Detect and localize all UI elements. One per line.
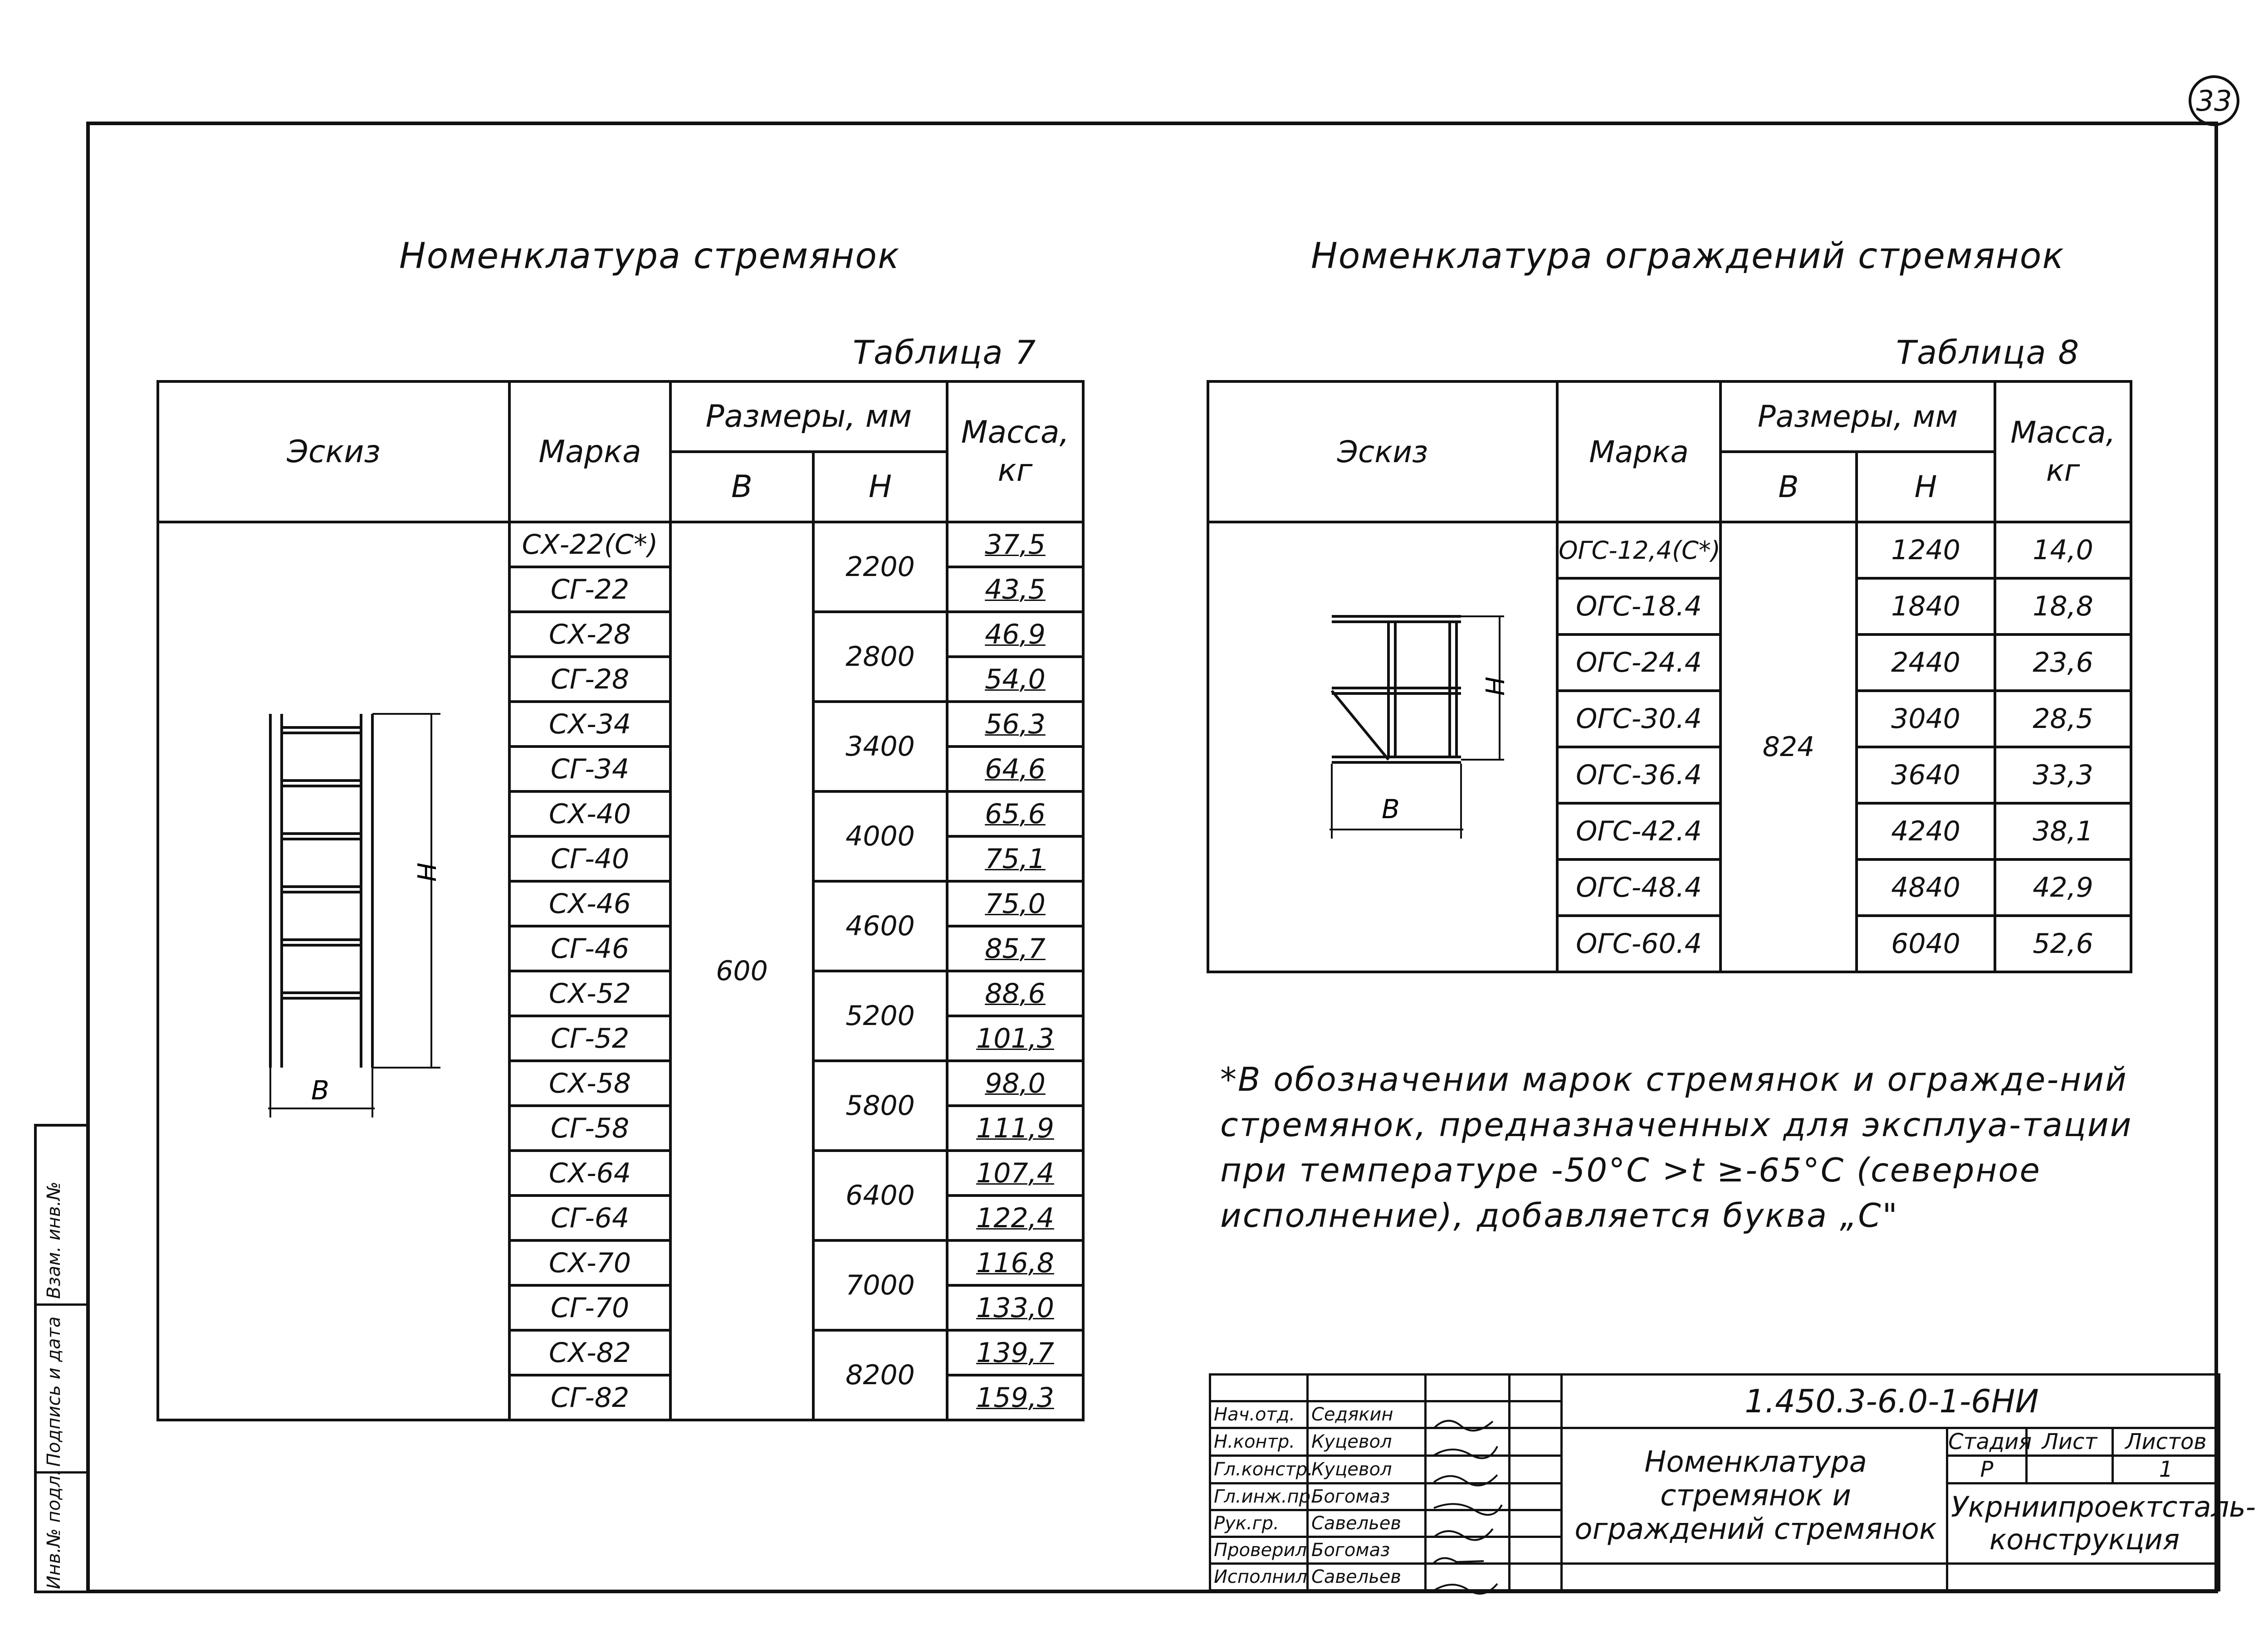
t7-mark: СХ-28	[509, 612, 670, 657]
t7-mass: 133,0	[947, 1285, 1083, 1330]
t7-h: 8200	[813, 1330, 947, 1420]
t7-mark: СХ-64	[509, 1151, 670, 1196]
t8-h: 1240	[1857, 522, 1995, 578]
organization: Укрниипроектсталь-конструкция	[1947, 1484, 2219, 1564]
t7-mark: СГ-70	[509, 1285, 670, 1330]
t7-mass: 64,6	[947, 747, 1083, 791]
name-cell: Куцевол	[1308, 1456, 1426, 1484]
t8-header-mark: Марка	[1557, 381, 1721, 522]
ladder-b-label: B	[311, 1075, 329, 1106]
signature-cell	[1426, 1401, 1510, 1428]
footnote: *В обозначении марок стремянок и огражде-ний стремянок, предназначенных для эксплуа-тации при температуре -50°С >t ≥-65°С (северное исполнение), добавляется буква „С"	[1220, 1060, 2133, 1235]
t7-h: 4600	[813, 881, 947, 971]
t8-mass: 23,6	[1995, 634, 2131, 691]
t8-h: 4840	[1857, 859, 1995, 916]
t8-header-b: B	[1721, 452, 1857, 522]
t8-mass: 52,6	[1995, 916, 2131, 972]
t7-mark: СГ-40	[509, 836, 670, 881]
t8-header-sketch: Эскиз	[1208, 381, 1557, 522]
t7-mass: 54,0	[947, 657, 1083, 702]
t7-mass: 85,7	[947, 926, 1083, 971]
guard-h-label: H	[1481, 676, 1510, 696]
name-cell: Богомаз	[1308, 1484, 1426, 1510]
t7-mass: 116,8	[947, 1240, 1083, 1285]
t8-header-h: H	[1857, 452, 1995, 522]
ladder-sketch	[159, 523, 511, 1371]
signature-image	[1429, 1442, 1506, 1460]
t7-mass: 37,5	[947, 522, 1083, 567]
role-cell: Гл.инж.пр.	[1210, 1484, 1308, 1510]
t8-mark: ОГС-18.4	[1557, 578, 1721, 634]
t8-mark: ОГС-36.4	[1557, 747, 1721, 803]
t7-h: 3400	[813, 702, 947, 791]
stage-value: Р	[1947, 1456, 2027, 1484]
t7-mark: СХ-46	[509, 881, 670, 926]
role-cell: Нач.отд.	[1210, 1401, 1308, 1428]
ladder-h-label: H	[413, 862, 442, 882]
name-cell: Савельев	[1308, 1510, 1426, 1537]
t7-mark: СХ-52	[509, 971, 670, 1016]
table7-number: Таблица 7	[853, 333, 1037, 371]
t7-mass: 65,6	[947, 791, 1083, 836]
t8-mark: ОГС-12,4(С*)	[1557, 522, 1721, 578]
t8-mark: ОГС-30.4	[1557, 691, 1721, 747]
name-cell: Седякин	[1308, 1401, 1426, 1428]
signature-image	[1429, 1497, 1506, 1515]
t7-mass: 139,7	[947, 1330, 1083, 1375]
name-cell: Куцевол	[1308, 1428, 1426, 1456]
t7-mark: СХ-82	[509, 1330, 670, 1375]
t8-h: 1840	[1857, 578, 1995, 634]
table8-number: Таблица 8	[1896, 333, 2080, 371]
t7-mark: СГ-28	[509, 657, 670, 702]
signature-image	[1429, 1550, 1506, 1568]
signature-image	[1429, 1523, 1506, 1542]
t7-h: 6400	[813, 1151, 947, 1240]
t7-mass: 107,4	[947, 1151, 1083, 1196]
t7-mark: СХ-34	[509, 702, 670, 747]
t8-mass: 14,0	[1995, 522, 2131, 578]
t7-h: 4000	[813, 791, 947, 881]
t7-h: 5200	[813, 971, 947, 1061]
t8-h: 6040	[1857, 916, 1995, 972]
guard-b-label: B	[1382, 794, 1400, 825]
t7-mark: СГ-34	[509, 747, 670, 791]
t7-mass: 46,9	[947, 612, 1083, 657]
t7-mark: СГ-22	[509, 567, 670, 612]
t7-h: 7000	[813, 1240, 947, 1330]
t7-header-b: B	[670, 452, 813, 522]
t7-mass: 122,4	[947, 1196, 1083, 1240]
table8	[1207, 380, 2132, 973]
t7-mark: СГ-82	[509, 1375, 670, 1420]
t8-sketch-cell	[1208, 522, 1557, 972]
table7-title: Номенклатура стремянок	[399, 236, 900, 277]
t7-mass: 159,3	[947, 1375, 1083, 1420]
page-number: 33	[2189, 75, 2239, 126]
t7-mass: 75,0	[947, 881, 1083, 926]
t7-mark: СХ-58	[509, 1061, 670, 1106]
t7-mark: СХ-70	[509, 1240, 670, 1285]
t8-mark: ОГС-24.4	[1557, 634, 1721, 691]
t8-h: 2440	[1857, 634, 1995, 691]
name-cell: Богомаз	[1308, 1537, 1426, 1564]
t7-mass: 101,3	[947, 1016, 1083, 1061]
t7-mark: СГ-46	[509, 926, 670, 971]
name-cell: Савельев	[1308, 1564, 1426, 1591]
table7	[156, 380, 1085, 1421]
inv-podl-label: Инв.№ подл.	[44, 1469, 64, 1589]
t8-h: 3640	[1857, 747, 1995, 803]
t7-h: 2200	[813, 522, 947, 612]
signature-image	[1429, 1415, 1506, 1433]
vzam-label: Взам. инв.№	[44, 1181, 64, 1299]
t7-sketch-cell	[158, 522, 509, 1420]
left-stamp-strip	[34, 1124, 86, 1593]
role-cell: Проверил	[1210, 1537, 1308, 1564]
sheets-label: Листов	[2113, 1428, 2219, 1456]
t8-mass: 38,1	[1995, 803, 2131, 859]
t7-mark: СХ-40	[509, 791, 670, 836]
guard-sketch	[1209, 523, 1559, 952]
role-cell: Рук.гр.	[1210, 1510, 1308, 1537]
t8-mass: 28,5	[1995, 691, 2131, 747]
t7-mark: СГ-64	[509, 1196, 670, 1240]
podpis-label: Подпись и дата	[44, 1316, 64, 1467]
stage-label: Стадия	[1947, 1428, 2027, 1456]
t8-mark: ОГС-48.4	[1557, 859, 1721, 916]
t7-h: 5800	[813, 1061, 947, 1151]
role-cell: Исполнил	[1210, 1564, 1308, 1591]
signature-image	[1429, 1469, 1506, 1488]
role-cell: Гл.констр.	[1210, 1456, 1308, 1484]
t7-h: 2800	[813, 612, 947, 702]
title-block	[1209, 1373, 2256, 1593]
t8-header-sizes: Размеры, мм	[1721, 381, 1995, 452]
t7-header-sketch: Эскиз	[158, 381, 509, 522]
t8-h: 3040	[1857, 691, 1995, 747]
t7-mass: 43,5	[947, 567, 1083, 612]
t7-mark: СГ-58	[509, 1106, 670, 1151]
t8-header-mass: Масса, кг	[1995, 381, 2131, 522]
sheet-label: Лист	[2027, 1428, 2113, 1456]
t8-h: 4240	[1857, 803, 1995, 859]
t8-b-value: 824	[1721, 522, 1857, 972]
t7-mass: 98,0	[947, 1061, 1083, 1106]
t7-mark: СГ-52	[509, 1016, 670, 1061]
role-cell: Н.контр.	[1210, 1428, 1308, 1456]
t7-header-mass: Масса, кг	[947, 381, 1083, 522]
t7-mark: СХ-22(С*)	[509, 522, 670, 567]
t7-header-sizes: Размеры, мм	[670, 381, 947, 452]
t7-header-h: H	[813, 452, 947, 522]
signature-image	[1429, 1577, 1506, 1595]
t8-mass: 33,3	[1995, 747, 2131, 803]
t8-mark: ОГС-60.4	[1557, 916, 1721, 972]
t8-mass: 42,9	[1995, 859, 2131, 916]
table8-title: Номенклатура ограждений стремянок	[1311, 236, 2065, 277]
t8-mass: 18,8	[1995, 578, 2131, 634]
t7-mass: 111,9	[947, 1106, 1083, 1151]
drawing-code: 1.450.3-6.0-1-6НИ	[1562, 1375, 2219, 1428]
drawing-name: Номенклатура стремянок и ограждений стремянок	[1562, 1428, 1947, 1564]
t7-mass: 88,6	[947, 971, 1083, 1016]
t7-b-value: 600	[670, 522, 813, 1420]
t7-mass: 56,3	[947, 702, 1083, 747]
t7-mass: 75,1	[947, 836, 1083, 881]
sheets-value: 1	[2113, 1456, 2219, 1484]
t7-header-mark: Марка	[509, 381, 670, 522]
t8-mark: ОГС-42.4	[1557, 803, 1721, 859]
